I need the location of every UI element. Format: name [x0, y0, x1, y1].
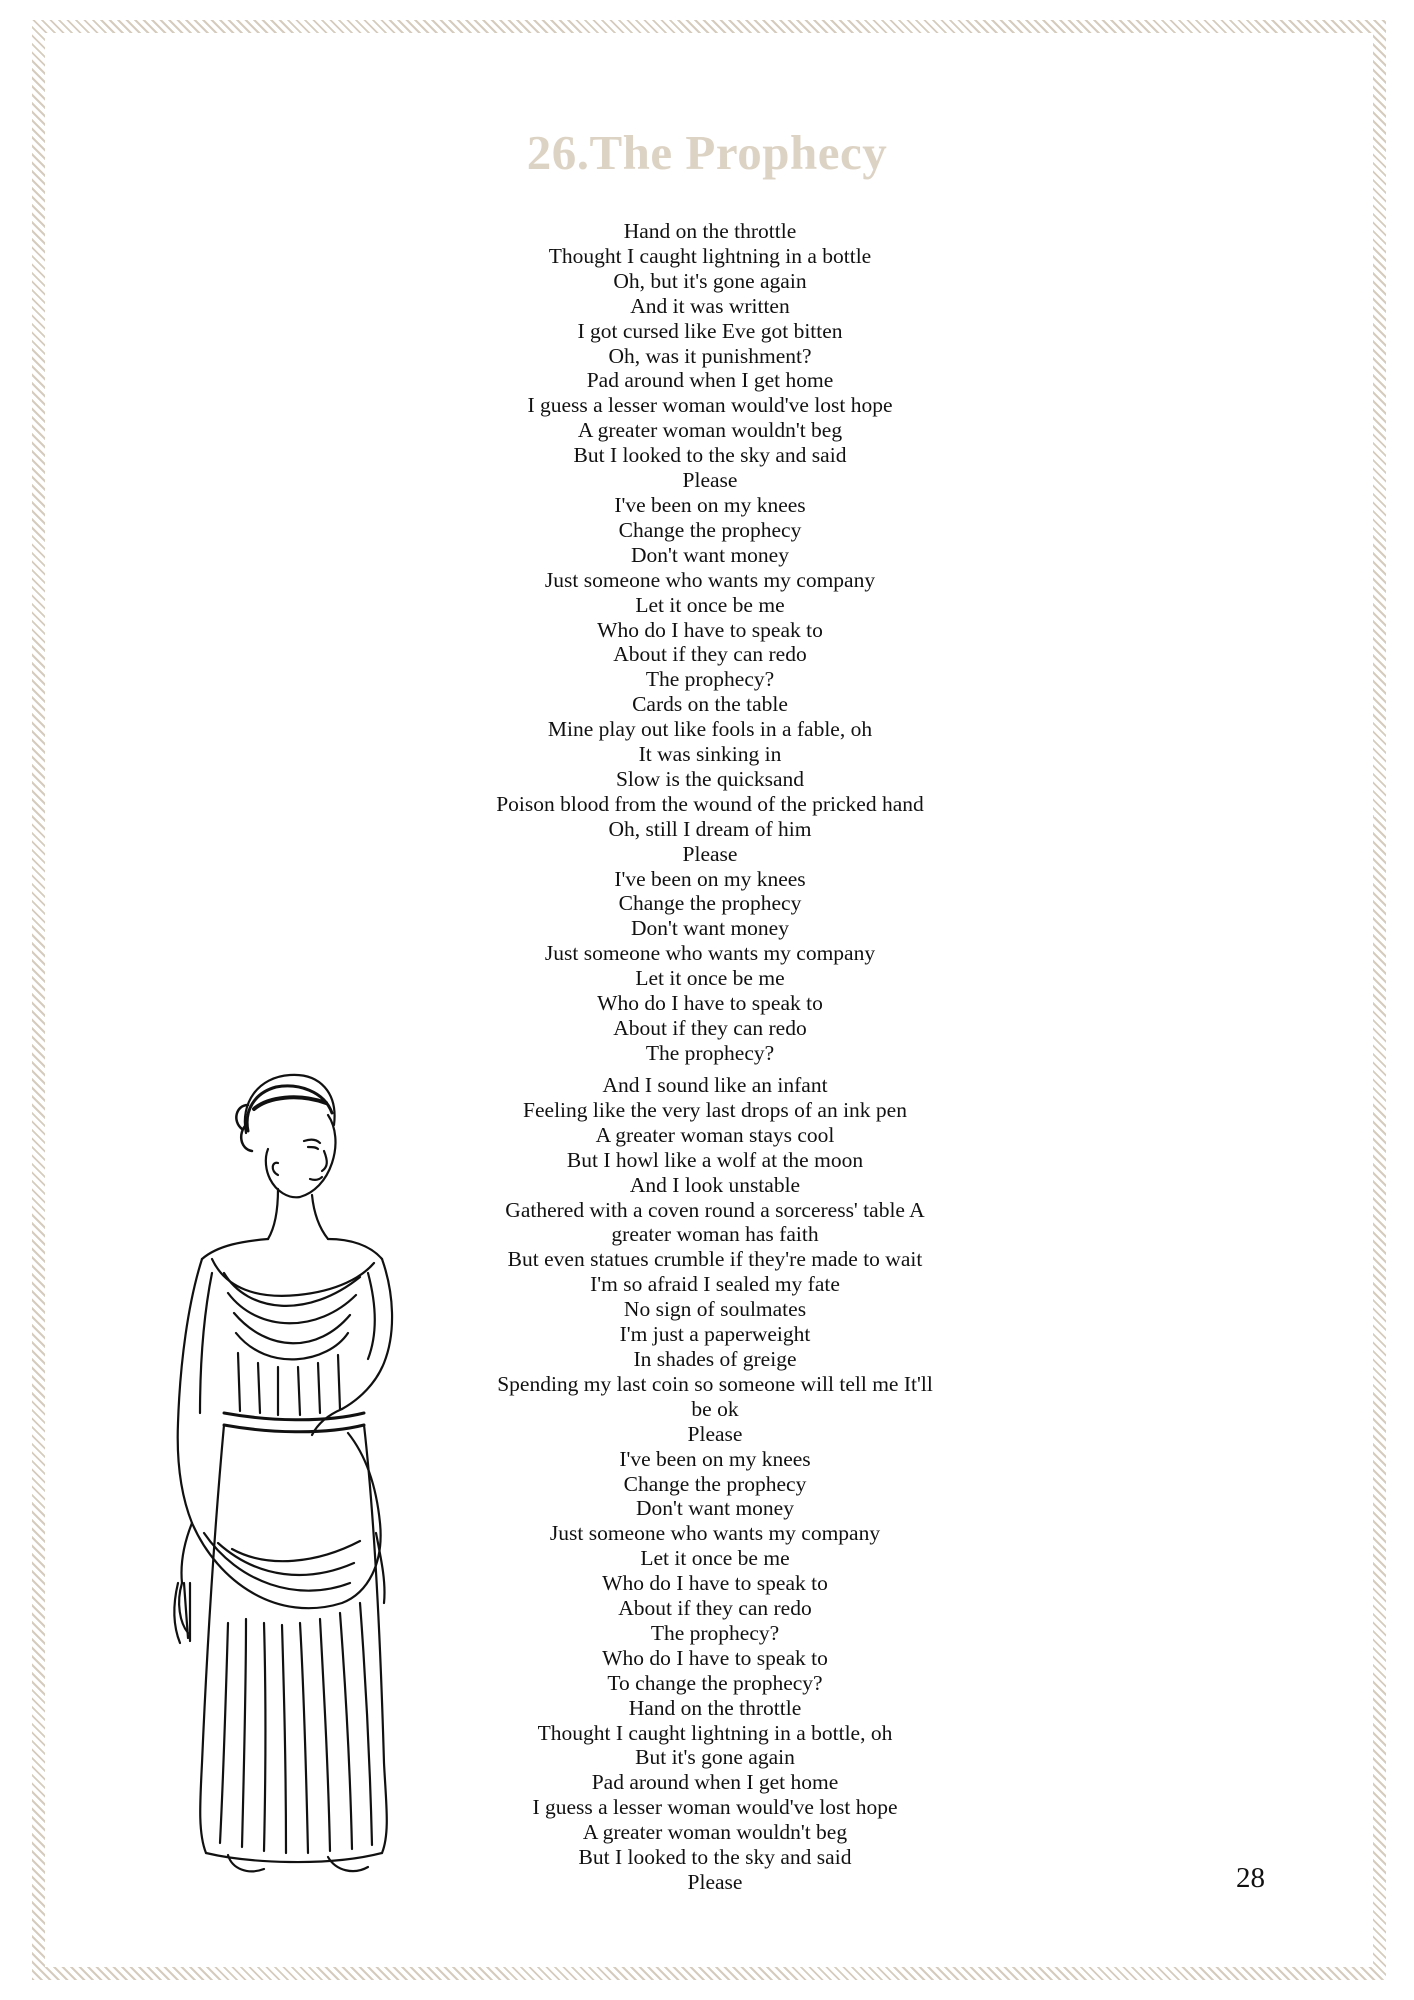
lyric-line: I've been on my knees: [614, 492, 806, 517]
lyric-line: Poison blood from the wound of the pricked hand: [496, 791, 924, 816]
lyric-line: And I sound like an infant: [602, 1073, 828, 1097]
lyric-line: Slow is the quicksand: [615, 766, 805, 791]
lyric-line: A greater woman wouldn't beg: [577, 418, 843, 443]
lyric-line: Don't want money: [631, 542, 789, 567]
lyric-line: be ok: [691, 1396, 739, 1421]
lyric-line: Who do I have to speak to: [597, 991, 823, 1016]
page-number: 28: [1236, 1862, 1265, 1894]
lyric-line: Oh, but it's gone again: [613, 268, 807, 293]
page-title: 26.The Prophecy: [526, 125, 888, 180]
lyric-line: A greater woman wouldn't beg: [582, 1820, 848, 1845]
lyric-line: Hand on the throttle: [623, 219, 797, 243]
lyric-line: Pad around when I get home: [586, 368, 834, 393]
greek-woman-figure-icon: [128, 1063, 448, 1883]
lyric-line: But even statues crumble if they're made to wait: [507, 1247, 923, 1272]
lyric-line: No sign of soulmates: [623, 1297, 807, 1322]
lyric-line: A greater woman stays cool: [595, 1122, 835, 1147]
lyric-line: Thought I caught lightning in a bottle, oh: [537, 1720, 893, 1745]
lyric-line: About if they can redo: [613, 642, 807, 667]
lyric-line: Who do I have to speak to: [602, 1645, 828, 1670]
lyric-line: To change the prophecy?: [607, 1670, 823, 1695]
lyric-line: Let it once be me: [635, 966, 785, 991]
lyric-line: The prophecy?: [645, 667, 775, 692]
lyric-line: Please: [687, 1421, 743, 1446]
lyric-line: Oh, was it punishment?: [608, 343, 812, 368]
lyric-line: Hand on the throttle: [628, 1695, 802, 1720]
lyric-line: The prophecy?: [645, 1040, 775, 1065]
lyric-line: But I looked to the sky and said: [573, 443, 847, 468]
lyric-line: And I look unstable: [629, 1172, 801, 1197]
lyric-line: I've been on my knees: [619, 1446, 811, 1471]
lyric-line: Don't want money: [636, 1496, 794, 1521]
lyric-line: Change the prophecy: [618, 517, 802, 542]
lyric-line: The prophecy?: [650, 1620, 780, 1645]
lyric-line: Let it once be me: [640, 1546, 790, 1571]
lyric-line: I'm so afraid I sealed my fate: [590, 1272, 840, 1297]
lyric-line: Oh, still I dream of him: [608, 816, 812, 841]
lyric-line: About if they can redo: [613, 1016, 807, 1040]
lyric-line: Just someone who wants my company: [544, 567, 876, 592]
lyric-line: Cards on the table: [632, 692, 788, 717]
lyric-line: Pad around when I get home: [591, 1770, 839, 1795]
lyric-line: But I looked to the sky and said: [578, 1845, 852, 1870]
lyric-line: Thought I caught lightning in a bottle: [548, 243, 872, 268]
lyric-line: But I howl like a wolf at the moon: [566, 1147, 864, 1172]
lyric-line: Please: [682, 468, 738, 493]
lyric-line: Please: [687, 1870, 743, 1894]
lyric-line: Just someone who wants my company: [549, 1521, 881, 1546]
lyric-line: And it was written: [630, 293, 790, 318]
lyric-line: Change the prophecy: [623, 1471, 807, 1496]
lyric-line: Please: [682, 841, 738, 866]
lyric-line: But it's gone again: [635, 1745, 795, 1770]
lyric-line: Don't want money: [631, 916, 789, 941]
lyric-line: I'm just a paperweight: [619, 1322, 811, 1347]
lyric-line: Who do I have to speak to: [597, 617, 823, 642]
lyric-line: Who do I have to speak to: [602, 1571, 828, 1596]
lyric-line: I guess a lesser woman would've lost hope: [527, 393, 893, 418]
lyric-line: About if they can redo: [618, 1596, 812, 1621]
lyric-line: I've been on my knees: [614, 866, 806, 891]
lyric-line: Mine play out like fools in a fable, oh: [547, 717, 873, 742]
lyric-line: In shades of greige: [633, 1346, 797, 1371]
lyric-line: It was sinking in: [638, 742, 782, 767]
lyric-line: Spending my last coin so someone will tell me It'll: [497, 1371, 933, 1396]
lyric-line: Feeling like the very last drops of an ink pen: [523, 1097, 907, 1122]
lyric-line: I guess a lesser woman would've lost hope: [532, 1795, 898, 1820]
lyric-line: Gathered with a coven round a sorceress' table A: [505, 1197, 925, 1222]
lyrics-stanza-2: [450, 1073, 980, 1895]
lyric-line: Just someone who wants my company: [544, 941, 876, 966]
lyric-line: Change the prophecy: [618, 891, 802, 916]
lyric-line: Let it once be me: [635, 592, 785, 617]
lyric-line: I got cursed like Eve got bitten: [577, 318, 843, 343]
lyrics-stanza-1: [440, 219, 980, 1066]
lyric-line: greater woman has faith: [611, 1222, 819, 1247]
